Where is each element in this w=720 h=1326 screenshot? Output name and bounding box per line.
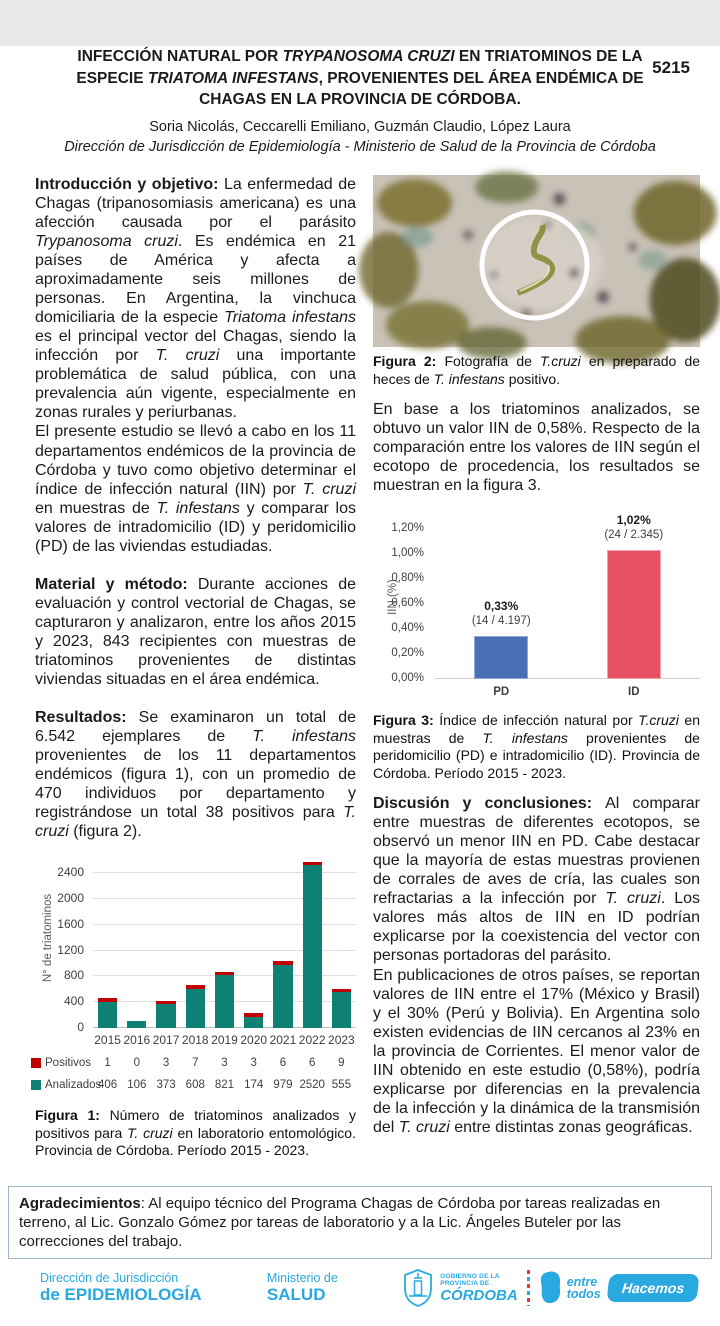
health-ministry-logo-line2: SALUD [266, 1285, 326, 1305]
health-ministry-logo-line1: Ministerio de [266, 1270, 338, 1285]
data-value: 1 [104, 1057, 111, 1070]
data-value: 3 [162, 1057, 170, 1070]
data-value: 3 [250, 1057, 257, 1070]
y-tick-label: 0,60% [391, 596, 424, 609]
x-tick-label: 2017 [152, 1033, 180, 1048]
bar-2017 [156, 1001, 175, 1029]
entre-line2: todos [566, 1287, 601, 1302]
figure2-microscopy-image [373, 175, 700, 347]
figure1-caption: Figura 1: Número de triatominos analizados y positivos para T. cruzi en laboratorio entomológico. Provincia de Córdoba. Período 2015 - 2023. [35, 1107, 356, 1159]
methods-paragraph: Material y método: Durante acciones de evaluación y control vectorial de Chagas, se capturaron y analizaron, entre los años 2015 y 2023, 843 recipientes con muestras de triatominos provenientes de distintas viviendas situadas en el área endémica. [35, 575, 356, 688]
data-value: 555 [331, 1079, 351, 1092]
data-value: 821 [214, 1079, 235, 1092]
x-tick-label: 2015 [94, 1033, 121, 1048]
introduction-paragraph: Introducción y objetivo: La enfermedad de Chagas (tripanosomiasis americana) es una afección causada por el parásito Trypanosoma cruzi. Es endémica en 21 países de América y afecta a aproximadamente seis millones de personas. En Argentina, la vinchuca domiciliaria de la especie Triatoma infestans es el principal vector del Chagas, siendo la infección por T. cruzi una importante problemática de salud pública, con una prevalencia aún vigente, especialmente en zonas rurales y periurbanas. El presente estudio se llevó a cabo en los 11 departamentos endémicos de la provincia de Córdoba y tuvo como objetivo determinar el índice de infección natural (IIN) por T. cruzi en muestras de T. infestans y comparar los valores de intradomicilio (ID) y peridomicilio (PD) de las viviendas estudiadas. [35, 176, 357, 555]
two-column-body [0, 155, 720, 1172]
x-tick-label: 2016 [123, 1033, 151, 1048]
data-value: 6 [279, 1057, 287, 1070]
figure3-caption: Figura 3: Índice de infección natural por T.cruzi en muestras de T. infestans provenientes de peridomicilio (PD) e intradomicilio (ID). Provincia de Córdoba. Período 2015 - 2023. [373, 712, 700, 781]
figure3-grid [381, 513, 700, 699]
legend-label: Analizados [45, 1079, 102, 1092]
cordoba-government-logos [403, 1269, 698, 1307]
poster-title: INFECCIÓN NATURAL POR TRYPANOSOMA CRUZI EN TRIATOMINOS DE LA ESPECIE TRIATOMA INFESTANS, PROVENIENTES DEL ÁREA ENDÉMICA DE CHAGAS EN LA PROVINCIA DE CÓRDOBA. [76, 48, 644, 109]
bar-segment-analizados [244, 1017, 263, 1028]
figure3-y-axis-label: IIN (%) [387, 579, 399, 616]
acknowledgements-box [8, 1186, 712, 1260]
entre-todos-text [567, 1276, 601, 1301]
data-value: 6 [308, 1057, 316, 1070]
epidemiology-logo-line2: de EPIDEMIOLOGÍA [40, 1285, 202, 1305]
bar-segment-analizados [186, 989, 205, 1028]
discussion-paragraph: Discusión y conclusiones: Al comparar entre muestras de diferentes ecotopos, se observó un menor IIN en PD. Cabe destacar que la mayoría de estas muestras provienen de corrales de aves de cría, las cuales son refractarias a la infección por T. cruzi. Los valores más altos de IIN en ID podrían explicarse por la coexistencia del vector con personas portadoras del parásito. En publicaciones de otros países, se reportan valores de IIN entre el 17% (México y Brasil) y el 30% (Perú y Bolivia). En Argentina solo existen evidencias de IIN cercanos al 23% en la provincia de Corrientes. El menor valor de IIN obtenido en este estudio (0,58%), podría explicarse por diferencias en la prevalencia de la infección y la dinámica de la transmisión del T. cruzi entre distintas zonas geográficas. [373, 795, 701, 1136]
figure1-plot-area [93, 860, 356, 1028]
data-value: 7 [192, 1057, 199, 1070]
data-value: 373 [156, 1079, 176, 1092]
figure1-y-ticks [37, 860, 93, 1035]
epidemiology-logo-line1: Dirección de Jurisdicción [40, 1270, 179, 1285]
legend-label: Positivos [45, 1057, 92, 1070]
gov-name: CÓRDOBA [440, 1286, 518, 1304]
figure3-plot-area [435, 513, 700, 679]
legend-positivos [31, 1047, 93, 1069]
bar-2019 [215, 972, 234, 1029]
footer-logos [0, 1259, 720, 1307]
figure2-caption: Figura 2: Fotografía de T.cruzi en preparado de heces de T. infestans positivo. [373, 353, 701, 387]
poster-page [0, 46, 720, 1326]
acknowledgements-text: Agradecimientos: Al equipo técnico del Programa Chagas de Córdoba por tareas realizadas en terreno, al Lic. Gonzalo Gómez por tareas de laboratorio y a la Lic. Ángeles Buteler por las correcciones del trabajo. [19, 1194, 661, 1250]
x-tick-label: 2020 [240, 1033, 268, 1048]
y-tick-label: 0,80% [391, 571, 424, 584]
figure1-y-axis-label: N° de triatominos [42, 893, 54, 983]
y-tick-label: 0,20% [391, 646, 424, 659]
results-paragraph: Resultados: Se examinaron un total de 6.542 ejemplares de T. infestans provenientes de los 11 departamentos endémicos (figura 1), con un promedio de 470 individuos por departamento y registrándose un total 38 positivos para T. cruzi (figura 2). [35, 708, 357, 841]
entre-line1: entre [566, 1274, 598, 1289]
x-tick-label: 2021 [269, 1033, 297, 1048]
data-label-pd: 0,33% (14 / 4.197) [471, 599, 531, 628]
data-value: 608 [185, 1079, 205, 1092]
bar-segment-analizados [127, 1021, 146, 1028]
entre-todos-logo [539, 1271, 601, 1305]
y-tick-label: 1200 [57, 942, 84, 957]
legend-key [31, 1058, 41, 1068]
legend-analizados [31, 1069, 102, 1092]
bar-segment-analizados [332, 992, 351, 1028]
data-value: 0 [133, 1057, 141, 1070]
x-tick-label: 2018 [181, 1033, 209, 1048]
bar-2022 [303, 862, 322, 1028]
affiliation-line: Dirección de Jurisdicción de Epidemiología - Ministerio de Salud de la Provincia de Córdoba [64, 139, 656, 156]
y-tick-label: 1,00% [391, 546, 424, 559]
bar-2023 [332, 989, 351, 1028]
gov-line2: PROVINCIA DE [440, 1280, 490, 1288]
y-tick-label: 1,20% [391, 521, 424, 534]
cordoba-gov-text [440, 1273, 518, 1304]
gov-line1: GOBIERNO DE LA [440, 1272, 500, 1280]
iin-result-paragraph: En base a los triatominos analizados, se obtuvo un valor IIN de 0,58%. Respecto de la comparación entre los valores de IIN según el ecotopo de procedencia, los resultados se muestran en la figura 3. [373, 401, 700, 495]
data-value: 174 [244, 1079, 264, 1092]
figure3-bar-chart [381, 513, 700, 699]
bar-2021 [273, 961, 292, 1028]
bar-segment-analizados [98, 1002, 117, 1028]
legend-key [31, 1080, 41, 1090]
bar-2015 [98, 998, 117, 1028]
microscopy-photo-artwork [373, 175, 700, 347]
epidemiology-logo [40, 1272, 202, 1305]
y-tick-label: 2400 [57, 865, 84, 880]
health-ministry-logo [267, 1272, 338, 1305]
authors-line: Soria Nicolás, Ceccarelli Emiliano, Guzmán Claudio, López Laura [149, 119, 571, 136]
figure3-x-labels [435, 679, 700, 698]
data-value: 106 [127, 1079, 147, 1092]
data-label-id: 1,02% (24 / 2.345) [604, 513, 664, 542]
right-column [373, 175, 700, 1172]
y-tick-label: 400 [63, 994, 84, 1009]
x-tick-label: PD [493, 686, 510, 699]
figure3-y-ticks [381, 521, 435, 684]
poster-id: 5215 [652, 58, 690, 77]
dashed-separator [527, 1270, 530, 1306]
y-tick-label: 0,00% [391, 671, 424, 684]
left-column [35, 175, 356, 1172]
bar-segment-analizados [303, 865, 322, 1028]
y-tick-label: 1600 [57, 916, 84, 931]
bar-2018 [186, 985, 205, 1028]
figure1-grid [37, 860, 356, 1091]
y-tick-label: 0,40% [391, 621, 424, 634]
data-value: 2520 [299, 1079, 325, 1092]
province-silhouette-icon [539, 1271, 563, 1305]
data-value: 406 [98, 1079, 118, 1092]
bar-segment-analizados [156, 1004, 175, 1028]
data-value: 9 [338, 1057, 345, 1070]
y-tick-label: 800 [63, 968, 84, 983]
x-tick-label: ID [628, 686, 640, 699]
data-value: 979 [273, 1079, 293, 1092]
x-tick-label: 2023 [328, 1033, 355, 1048]
x-tick-label: 2022 [298, 1033, 326, 1048]
y-tick-label: 0 [77, 1020, 84, 1035]
hacemos-badge: Hacemos [606, 1274, 699, 1302]
bar-segment-analizados [273, 965, 292, 1028]
bar-pd [474, 636, 528, 679]
x-tick-label: 2019 [211, 1033, 238, 1048]
figure1-bar-chart [37, 860, 356, 1091]
bar-2016 [127, 1021, 146, 1028]
bar-2020 [244, 1013, 263, 1028]
bar-id [607, 550, 661, 680]
y-tick-label: 2000 [57, 890, 84, 905]
bar-segment-analizados [215, 975, 234, 1028]
cordoba-shield-icon [403, 1269, 433, 1307]
data-value: 3 [221, 1057, 228, 1070]
